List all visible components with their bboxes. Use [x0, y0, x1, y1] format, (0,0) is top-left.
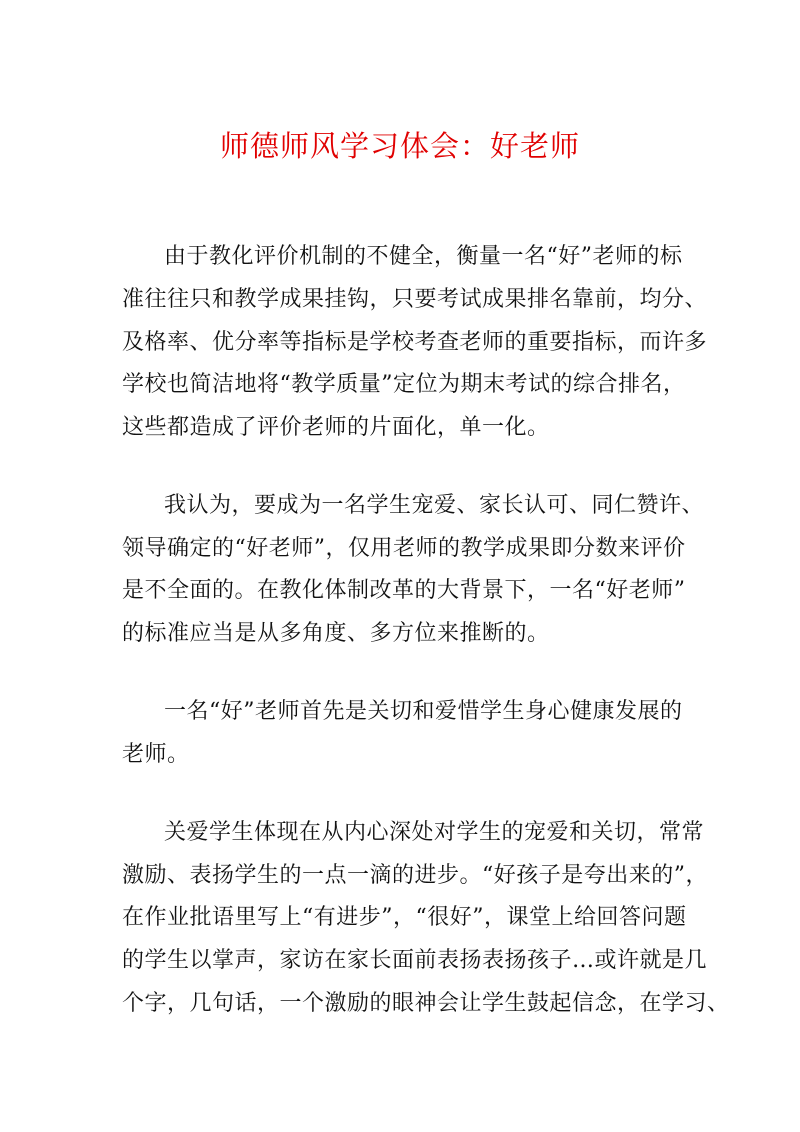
paragraph-line: 及格率、优分率等指标是学校考查老师的重要指标，而许多: [122, 330, 708, 355]
paragraph-line: 由于教化评价机制的不健全，衡量一名“好”老师的标: [164, 244, 683, 269]
paragraph-line: 是不全面的。在教化体制改革的大背景下，一名“好老师”: [122, 578, 686, 603]
paragraph-line: 我认为，要成为一名学生宠爱、家长认可、同仁赞许、: [164, 493, 705, 518]
paragraph-line: 这些都造成了评价老师的片面化，单一化。: [122, 415, 550, 440]
document-title: 师德师风学习体会：好老师: [219, 129, 580, 163]
paragraph-line: 个字，几句话，一个激励的眼神会让学生鼓起信念，在学习、: [122, 991, 730, 1016]
paragraph-line: 老师。: [122, 742, 190, 767]
paragraph-line: 激励、表扬学生的一点一滴的进步。“好孩子是夸出来的”，: [122, 863, 708, 888]
paragraph-line: 准往往只和教学成果挂钩，只要考试成果排名靠前，均分、: [122, 287, 708, 312]
paragraph-line: 在作业批语里写上“有进步”，“很好”，课堂上给回答问题: [122, 905, 687, 930]
paragraph-line: 关爱学生体现在从内心深处对学生的宠爱和关切，常常: [164, 820, 705, 845]
paragraph-line: 一名“好”老师首先是关切和爱惜学生身心健康发展的: [164, 699, 683, 724]
paragraph-line: 的学生以掌声，家访在家长面前表扬表扬孩子…或许就是几: [122, 948, 708, 973]
paragraph-line: 的标准应当是从多角度、多方位来推断的。: [122, 621, 550, 646]
paragraph-line: 学校也简洁地将“教学质量”定位为期末考试的综合排名，: [122, 372, 686, 397]
paragraph-line: 领导确定的“好老师”，仅用老师的教学成果即分数来评价: [122, 536, 686, 561]
